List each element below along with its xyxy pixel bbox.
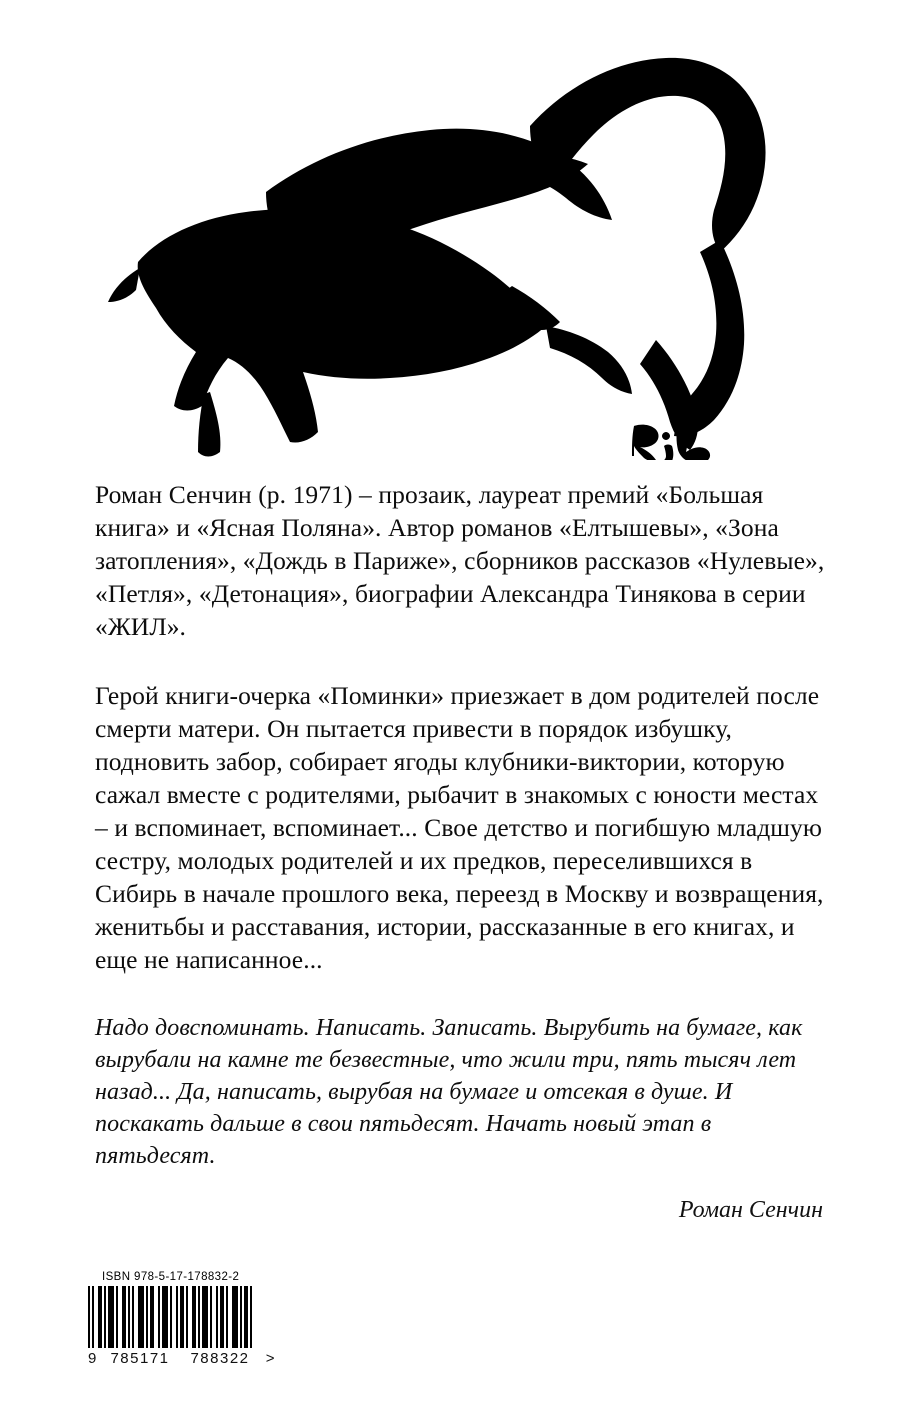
barcode-digit-group-2: 788322 [190,1350,250,1367]
barcode-digit-tail: > [265,1350,276,1367]
author-signature: Роман Сенчин [678,1197,823,1223]
isbn-label: ISBN 978-5-17-178832-2 [102,1271,240,1283]
back-cover-text [95,478,835,1250]
ink-brush-bull-drawing [60,40,850,460]
barcode-digit-lead: 9 [88,1350,98,1367]
author-bio-paragraph: Роман Сенчин (р. 1971) – прозаик, лауреат премий «Большая книга» и «Ясная Поляна». Автор романов «Елтышевы», «Зона затопления», «Дождь в Париже», сборников рассказов «Нулевые», «Петля», «Детонация», биографии Александра Тинякова в серии «ЖИЛ». [95,480,825,641]
barcode-bars [88,1286,274,1348]
barcode-digit-group-1: 785171 [110,1350,170,1367]
barcode-digits [88,1350,284,1367]
book-synopsis-paragraph: Герой книги-очерка «Поминки» приезжает в дом родителей после смерти матери. Он пытается привести в порядок избушку, подновить забор, собирает ягоды клубники-виктории, которую сажал вместе с родителями, рыбачит в знакомых с юности местах – и вспоминает, вспоминает... Свое детство и погибшую младшую сестру, молодых родителей и их предков, переселившихся в Сибирь в начале прошлого века, переезд в Москву и возвращения, женитьбы и расставания, истории, рассказанные в его книгах, и еще не написанное... [95,681,824,974]
author-quote-paragraph: Надо довспоминать. Написать. Записать. Вырубить на бумаге, как вырубали на камне те безвестные, что жили три, пять тысяч лет назад... Да, написать, вырубая на бумаге и отсекая в душе. И поскакать дальше в свои пятьдесят. Начать новый этап в пятьдесят. [95,1015,803,1169]
barcode [88,1271,288,1367]
